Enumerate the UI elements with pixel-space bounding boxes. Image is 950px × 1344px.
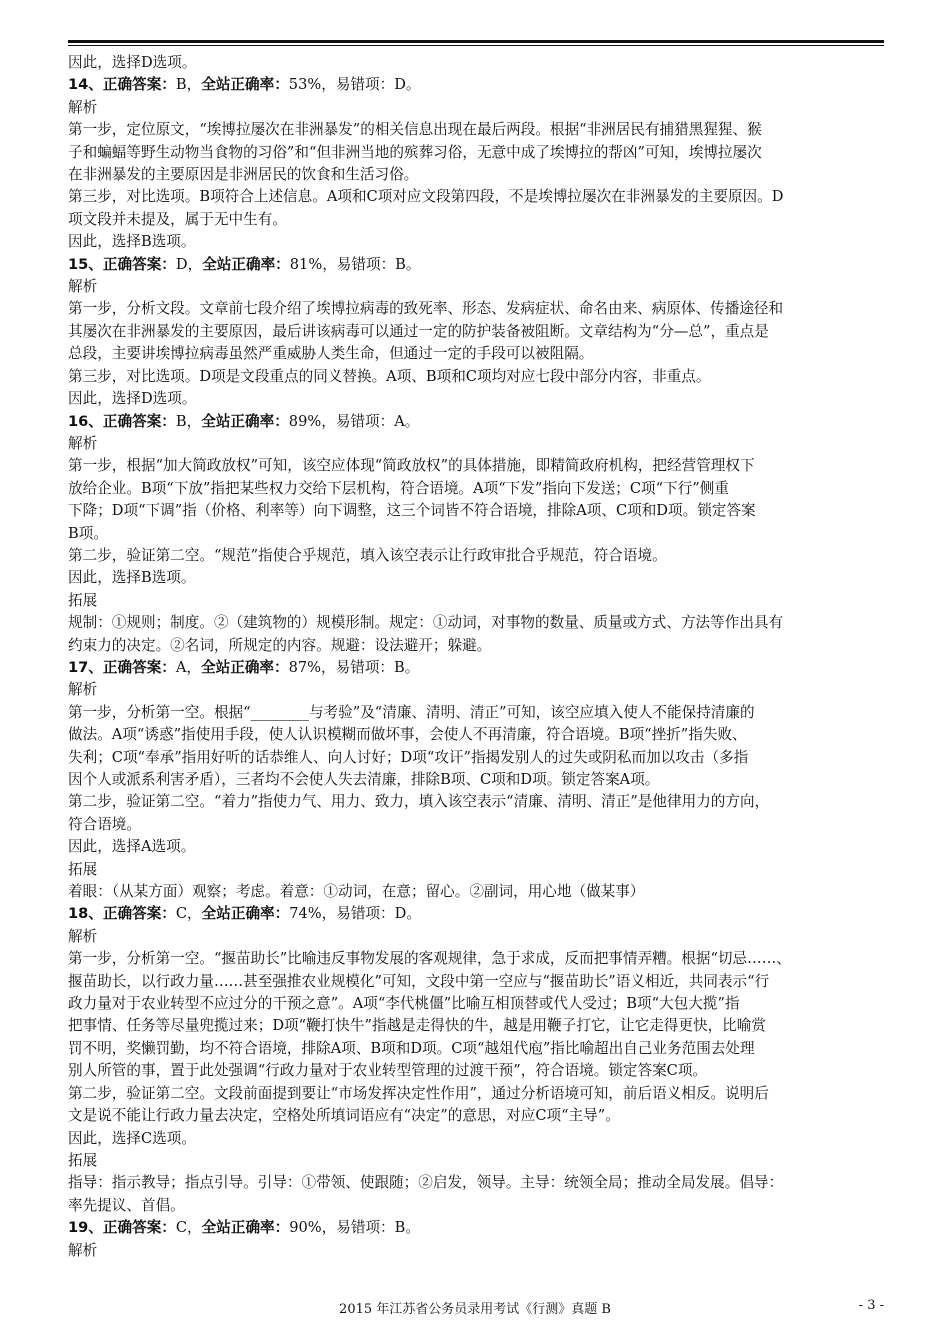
answer-ans: C， (175, 905, 202, 923)
answer-rate: 81%，易错项：B。 (289, 255, 421, 273)
text-line: 因此，选择B选项。 (68, 233, 196, 251)
answer-l1: 正确答案： (102, 76, 176, 94)
answer-num: 14、 (68, 76, 103, 94)
text-line: 着眼：（从某方面）观察；考虑。着意：①动词，在意；留心。②副词，用心地（做某事） (68, 883, 645, 901)
answer-ans: C， (175, 1219, 202, 1237)
answer-rate: 89%，易错项：A。 (288, 412, 420, 430)
answer-heading (68, 657, 884, 679)
answer-num: 18、 (68, 905, 103, 923)
text-line: 失利；C项“奉承”指用好听的话恭维人、向人讨好；D项“攻讦”指揭发别人的过失或阴私而加以攻击（多指 (68, 748, 749, 766)
page-footer (0, 1298, 950, 1320)
text-line: 下降；D项“下调”指（价格、利率等）向下调整，这三个词皆不符合语境，排除A项、C项和D项。锁定答案 (68, 502, 756, 520)
text-line: 罚不明，奖懒罚勤，均不符合语境，排除A项、B项和D项。C项“越俎代庖”指比喻超出自己业务范围去处理 (68, 1039, 755, 1057)
answer-heading (68, 903, 884, 925)
answer-l1: 正确答案： (102, 412, 176, 430)
text-line: 第三步，对比选项。B项符合上述信息。A项和C项对应文段第四段，不是埃博拉屡次在非洲暴发的主要原因。D (68, 188, 784, 206)
text-line: 子和蝙蝠等野生动物当食物的习俗”和“但非洲当地的殡葬习俗，无意中成了埃博拉的帮凶”可知，埃博拉屡次 (68, 143, 762, 161)
text-line: 做法。A项“诱惑”指使用手段，使人认识模糊而做坏事，会使人不再清廉，符合语境。B项“挫折”指失败、 (68, 726, 747, 744)
text-line: 解析 (68, 681, 98, 699)
text-line: 指导：指示教导；指点引导。引导：①带领、使跟随；②启发，领导。主导：统领全局；推动全局发展。倡导： (68, 1174, 784, 1192)
text-line: 总段，主要讲埃博拉病毒虽然严重威胁人类生命，但通过一定的手段可以被阻隔。 (68, 345, 594, 363)
footer-title: 2015 年江苏省公务员录用考试《行测》真题 B (339, 1302, 611, 1317)
answer-l2: 全站正确率： (201, 76, 289, 94)
answer-heading (68, 74, 884, 96)
text-line: 第一步，根据“加大简政放权”可知，该空应体现“简政放权”的具体措施，即精简政府机构，把经营管理权下 (68, 457, 755, 475)
answer-num: 17、 (68, 658, 103, 676)
answer-l2: 全站正确率： (201, 658, 289, 676)
answer-num: 16、 (68, 412, 103, 430)
text-line: 揠苗助长，以行政力量……甚至强推农业规模化”可知，文段中第一空应与“揠苗助长”语义相近，共同表示“行 (68, 972, 770, 990)
answer-l2: 全站正确率： (201, 412, 289, 430)
answer-rate: 74%，易错项：D。 (289, 905, 421, 923)
text-line: 政力量对于农业转型不应过分的干预之意”。A项“李代桃僵”比喻互相顶替或代人受过；B项“大包大揽”指 (68, 995, 740, 1013)
header-rule-thin (68, 45, 884, 46)
text-line: 率先提议、首倡。 (68, 1196, 185, 1214)
answer-ans: B， (175, 76, 202, 94)
text-line: 放给企业。B项“下放”指把某些权力交给下层机构，符合语境。A项“下发”指向下发送；C项“下行”侧重 (68, 479, 729, 497)
text-line: 第一步，分析第一空。根据“________与考验”及“清廉、清明、清正”可知，该空应填入使人不能保持清廉的 (68, 703, 755, 721)
text-line: 解析 (68, 1241, 98, 1259)
text-line: 其屡次在非洲暴发的主要原因，最后讲该病毒可以通过一定的防护装备被阻断。文章结构为“分—总”，重点是 (68, 322, 769, 340)
text-line: 第一步，定位原文，“埃博拉屡次在非洲暴发”的相关信息出现在最后两段。根据“非洲居民有捕猎黑猩猩、猴 (68, 121, 762, 139)
answer-rate: 90%，易错项：B。 (289, 1219, 420, 1237)
answer-l1: 正确答案： (102, 255, 176, 273)
text-line: 把事情、任务等尽量兜揽过来；D项“鞭打快牛”指越是走得快的牛，越是用鞭子打它，让它走得更快，比喻赏 (68, 1017, 766, 1035)
text-line: 规制：①规则；制度。②（建筑物的）规模形制。规定：①动词，对事物的数量、质量或方式、方法等作出具有 (68, 614, 784, 632)
text-line: 因个人或派系利害矛盾），三者均不会使人失去清廉，排除B项、C项和D项。锁定答案A项。 (68, 771, 660, 788)
text-line: B项。 (68, 524, 108, 542)
answer-l2: 全站正确率： (201, 905, 290, 923)
text-line: 拓展 (68, 591, 98, 609)
text-line: 解析 (68, 927, 98, 945)
text-line: 解析 (68, 98, 98, 116)
answer-rate: 53%，易错项：D。 (288, 76, 421, 94)
answer-ans: B， (175, 412, 202, 430)
answer-heading (68, 411, 884, 433)
answer-rate: 87%，易错项：B。 (288, 658, 420, 676)
text-line: 解析 (68, 278, 98, 296)
text-line: 因此，选择D选项。 (68, 390, 197, 408)
text-line: 别人所管的事，置于此处强调“行政力量对于农业转型管理的过渡干预”，符合语境。锁定答案C项。 (68, 1062, 708, 1080)
text-line: 因此，选择C选项。 (68, 1129, 196, 1147)
header-rule-thick (68, 40, 884, 43)
answer-l1: 正确答案： (102, 658, 176, 676)
answer-ans: D， (175, 255, 203, 273)
answer-heading (68, 254, 884, 276)
answer-ans: A， (175, 658, 202, 676)
text-line: 第二步，验证第二空。文段前面提到要让“市场发挥决定性作用”，通过分析语境可知，前后语义相反。说明后 (68, 1084, 769, 1102)
text-line: 因此，选择B选项。 (68, 569, 196, 587)
text-line: 第一步，分析文段。文章前七段介绍了埃博拉病毒的致死率、形态、发病症状、命名由来、病原体、传播途径和 (68, 300, 784, 318)
text-line: 第三步，对比选项。D项是文段重点的同义替换。A项、B项和C项均对应七段中部分内容，非重点。 (68, 367, 711, 385)
text-line: 因此，选择A选项。 (68, 838, 196, 856)
answer-l2: 全站正确率： (202, 255, 290, 273)
text-line: 因此，选择D选项。 (68, 54, 197, 71)
answer-l2: 全站正确率： (201, 1219, 290, 1237)
text-line: 约束力的决定。②名词，所规定的内容。规避：设法避开；躲避。 (68, 636, 492, 654)
text-line: 符合语境。 (68, 815, 141, 833)
text-line: 第二步，验证第二空。“规范”指使合乎规范，填入该空表示让行政审批合乎规范，符合语境。 (68, 546, 667, 564)
answer-num: 15、 (68, 255, 103, 273)
answer-explanations (68, 52, 884, 1262)
answer-num: 19、 (68, 1219, 103, 1237)
text-line: 项文段并未提及，属于无中生有。 (68, 210, 287, 228)
answer-heading (68, 1217, 884, 1239)
text-line: 拓展 (68, 860, 98, 878)
text-line: 拓展 (68, 1151, 98, 1169)
text-line: 文是说不能让行政力量去决定，空格处所填词语应有“决定”的意思，对应C项“主导”。 (68, 1107, 620, 1125)
page-number: - 3 - (858, 1298, 884, 1313)
text-line: 第一步，分析第一空。“揠苗助长”比喻违反事物发展的客观规律，急于求成，反而把事情弄糟。根据“切忌……、 (68, 950, 791, 968)
answer-l1: 正确答案： (102, 905, 176, 923)
text-line: 第二步，验证第二空。“着力”指使力气、用力、致力，填入该空表示“清廉、清明、清正”是他律用力的方向， (68, 793, 770, 811)
text-line: 解析 (68, 434, 98, 452)
answer-l1: 正确答案： (102, 1219, 176, 1237)
text-line: 在非洲暴发的主要原因是非洲居民的饮食和生活习俗。 (68, 166, 419, 184)
